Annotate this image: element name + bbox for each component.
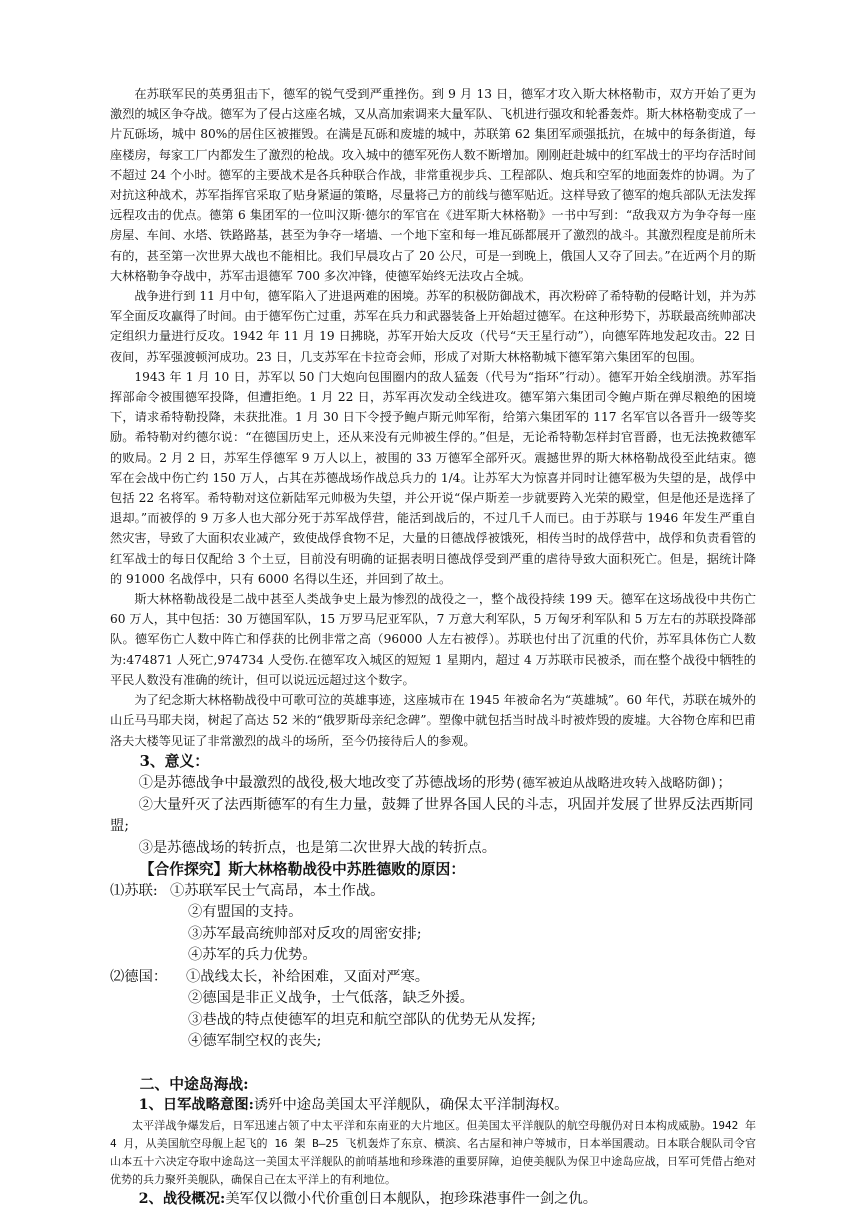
german-reason-4: ④德军制空权的丧失; (188, 1033, 322, 1050)
significance-item-1-note: (德军被迫从战略进攻转入战略防御) (514, 775, 718, 791)
midway-background-paragraph: 太平洋战争爆发后，日军迅速占领了中太平洋和东南亚的大片地区。但美国太平洋舰队的航空母舰仍对日本构成威胁。1942 年 4 月，从美国航空母舰上起飞的 16 架 B—25 飞机轰炸了东京、横滨、名古屋和神户等城市，日本举国震动。日本联合舰队司令官山本五十六决定夺取中途岛这一美国太平洋舰队的前哨基地和珍珠港的重要屏障，迫使美舰队为保卫中途岛应战，日军可凭借占绝对优势的兵力聚歼美舰队，确保自己在太平洋上的有利地位。 (110, 1118, 756, 1186)
soviet-reason-4: ④苏军的兵力优势。 (188, 947, 317, 964)
significance-item-1-main: ①是苏德战争中最激烈的战役,极大地改变了苏德战场的形势 (138, 775, 515, 792)
document-page (110, 84, 756, 1210)
german-reason-1: ①战线太长，补给困难，又面对严寒。 (186, 968, 430, 985)
paragraph-urban-battle: 在苏联军民的英勇狙击下，德军的锐气受到严重挫伤。到 9 月 13 日，德军才攻入斯大林格勒市，双方开始了更为激烈的城区争夺战。德军为了侵占这座名城，又从高加索调来大量军队、飞机进行强攻和轮番轰炸。斯大林格勒变成了一片瓦砾场，城中 80%的居住区被摧毁。在满是瓦砾和废墟的城中，苏联第 62 集团军顽强抵抗，在城中的每条街道，每座楼房，每家工厂内都发生了激烈的枪战。攻入城中的德军死伤人数不断增加。刚刚赶赴城中的红军战士的平均存活时间不超过 24 个小时。德军的主要战术是各兵种联合作战，非常重视步兵、工程部队、炮兵和空军的地面轰炸的协调。为了对抗这种战术，苏军指挥官采取了贴身紧逼的策略，尽量将己方的前线与德军贴近。这样导致了德军的炮兵部队无法发挥远程攻击的优点。德第 6 集团军的一位叫汉斯·德尔的军官在《进军斯大林格勒》一书中写到：“敌我双方为争夺每一座房屋、车间、水塔、铁路路基，甚至为争夺一堵墙、一个地下室和每一堆瓦砾都展开了激烈的战斗。其激烈程度是前所未有的，甚至第一次世界大战也不能相比。我们早晨攻占了 20 公尺，可是一到晚上，俄国人又夺了回去。”在近两个月的斯大林格勒争夺战中，苏军击退德军 700 多次冲锋，使德军始终无法攻占全城。 (110, 87, 756, 283)
midway-section-1-label: 1、日军战略意图: (138, 1097, 254, 1114)
midway-section-1 (110, 1095, 756, 1117)
paragraph-memorial: 为了纪念斯大林格勒战役中可歌可泣的英雄事迹，这座城市在 1945 年被命名为“英雄城”。60 年代，苏联在城外的山丘马马耶夫岗，树起了高达 52 米的“俄罗斯母亲纪念碑”。塑像中就包括当时战斗时被炸毁的废墟。大谷物仓库和巴甫洛夫大楼等见证了非常激烈的战斗的场所，至今仍接待后人的参观。 (110, 693, 756, 748)
midway-section-1-text: 诱歼中途岛美国太平洋舰队，确保太平洋制海权。 (253, 1097, 569, 1114)
paragraph-counteroffensive: 战争进行到 11 月中旬，德军陷入了进退两难的困境。苏军的积极防御战术，再次粉碎了希特勒的侵略计划，并为苏军全面反攻赢得了时间。由于德军伤亡过重，苏军在兵力和武器装备上开始超过德军。在这种形势下，苏联最高统帅部决定组织力量进行反攻。1942 年 11 月 19 日拂晓，苏军开始大反攻（代号“天王星行动”），向德军阵地发起攻击。22 日夜间，苏军强渡顿河成功。23 日，几支苏军在卡拉奇会师，形成了对斯大林格勒城下德军第六集团军的包围。 (110, 289, 756, 364)
significance-item-1-end: ； (717, 775, 732, 792)
significance-item-1 (110, 772, 756, 795)
midway-section-2 (110, 1189, 756, 1211)
midway-section-2-text: 美军仅以微小代价重创日本舰队，抱珍珠港事件一剑之仇。 (225, 1190, 598, 1207)
significance-item-3: ③是苏德战场的转折点，也是第二次世界大战的转折点。 (138, 839, 497, 856)
german-reason-3: ③巷战的特点使德军的坦克和航空部队的优势无从发挥; (188, 1011, 536, 1028)
german-reason-row (110, 967, 756, 989)
soviet-reason-3: ③苏军最高统帅部对反攻的周密安排; (188, 925, 422, 942)
significance-item-2: ②大量歼灭了法西斯德军的有生力量，鼓舞了世界各国人民的斗志，巩固并发展了世界反法西斯同盟; (110, 796, 754, 835)
midway-heading: 二、中途岛海战: (139, 1075, 249, 1093)
soviet-label: ⑴苏联: (110, 882, 158, 899)
soviet-reason-2: ②有盟国的支持。 (188, 904, 303, 921)
soviet-reason-1: ①苏联军民士气高昂，本土作战。 (170, 882, 385, 899)
paragraph-casualties: 斯大林格勒战役是二战中甚至人类战争史上最为惨烈的战役之一，整个战役持续 199 天。德军在这场战役中共伤亡 60 万人，其中包括：30 万德国军队，15 万罗马尼亚军队，7 万意大利军队，5 万匈牙利军队和 5 万左右的苏联投降部队。德军伤亡人数中阵亡和俘获的比例非常之高（96000 人左右被俘）。苏联也付出了沉重的代价，苏军具体伤亡人数为:474871 人死亡,974734 人受伤.在德军攻入城区的短短 1 星期内，超过 4 万苏联市民被杀，而在整个战役中牺牲的平民人数没有准确的统计，但可以说远远超过这个数字。 (110, 592, 756, 687)
significance-heading: 3、意义： (139, 752, 210, 770)
paragraph-surrender: 1943 年 1 月 10 日，苏军以 50 门大炮向包围圈内的敌人猛轰（代号为“指环”行动）。德军开始全线崩溃。苏军指挥部命令被围德军投降，但遭拒绝。1 月 22 日，苏军再次发动全线进攻。德军第六集团司令鲍卢斯在弹尽粮绝的困境下，请求希特勒投降，未获批准。1 月 30 日下令授予鲍卢斯元帅军衔，给第六集团军的 117 名军官以各晋升一级等奖励。希特勒对约德尔说：“在德国历史上，还从来没有元帅被生俘的。”但是，无论希特勒怎样封官晋爵，也无法挽救德军的败局。2 月 2 日，苏军生俘德军 9 万人以上，被围的 33 万德军全部歼灭。震撼世界的斯大林格勒战役至此结束。德军在会战中伤亡约 150 万人，占其在苏德战场作战总兵力的 1/4。让苏军大为惊喜并同时让德军极为失望的是，战俘中包括 22 名将军。希特勒对这位新陆军元帅极为失望，并公开说“保卢斯差一步就要跨入光荣的殿堂，但是他还是选择了退却。”而被俘的 9 万多人也大部分死于苏军战俘营，能活到战后的，不过几千人而已。由于苏联与 1946 年发生严重自然灾害，导致了大面积农业减产，致使战俘食物不足，大量的日德战俘被饿死，相传当时的战俘营中，战俘和负责看管的红军战士的每日仅配给 3 个土豆，目前没有明确的证据表明日德战俘受到严重的虐待导致大面积死亡。但是，据统计降的 91000 名战俘中，只有 6000 名得以生还，并回到了故土。 (110, 369, 756, 586)
german-label: ⑵德国： (110, 968, 168, 985)
explore-heading: 【合作探究】斯大林格勒战役中苏胜德败的原因： (139, 861, 466, 879)
midway-section-2-label: 2、战役概况: (138, 1190, 226, 1207)
soviet-reason-row (110, 881, 756, 903)
german-reason-2: ②德国是非正义战争，士气低落，缺乏外援。 (188, 990, 474, 1007)
